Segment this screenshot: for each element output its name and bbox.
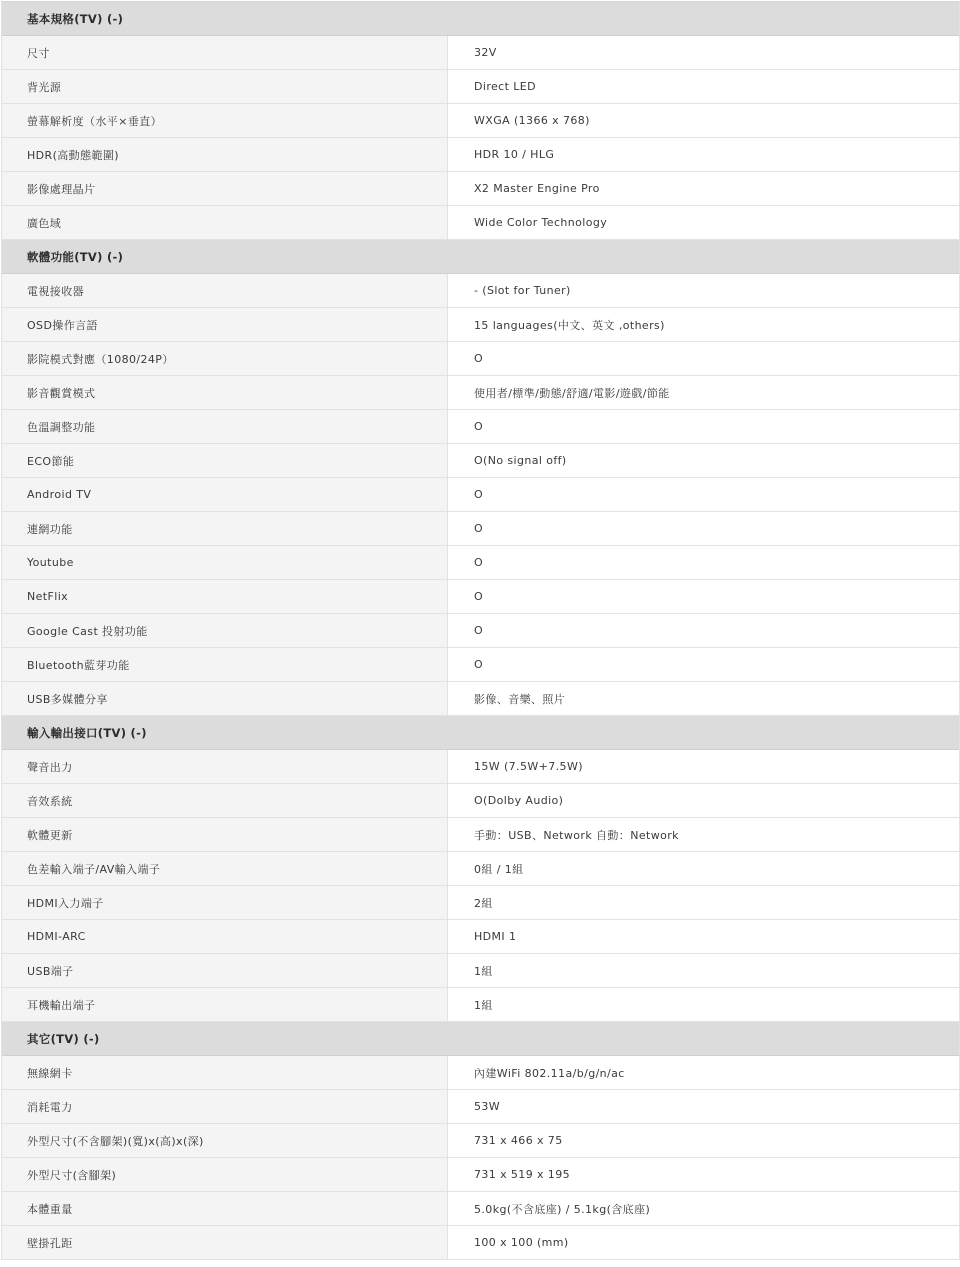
spec-label: 影院模式對應（1080/24P） bbox=[2, 342, 448, 375]
spec-label: Android TV bbox=[2, 478, 448, 511]
spec-row bbox=[2, 138, 959, 172]
spec-value: WXGA (1366 x 768) bbox=[448, 104, 959, 137]
spec-value: 32V bbox=[448, 36, 959, 69]
spec-label: 消耗電力 bbox=[2, 1090, 448, 1123]
spec-label: ECO節能 bbox=[2, 444, 448, 477]
spec-label: HDMI-ARC bbox=[2, 920, 448, 953]
spec-label: 本體重量 bbox=[2, 1192, 448, 1225]
spec-label: 軟體更新 bbox=[2, 818, 448, 851]
spec-row bbox=[2, 172, 959, 206]
spec-row bbox=[2, 512, 959, 546]
spec-label: 色溫調整功能 bbox=[2, 410, 448, 443]
spec-label: HDMI入力端子 bbox=[2, 886, 448, 919]
spec-label: 聲音出力 bbox=[2, 750, 448, 783]
spec-value: 100 x 100 (mm) bbox=[448, 1226, 959, 1259]
spec-label: USB多媒體分享 bbox=[2, 682, 448, 715]
spec-row bbox=[2, 920, 959, 954]
spec-row bbox=[2, 376, 959, 410]
spec-label: 耳機輸出端子 bbox=[2, 988, 448, 1021]
spec-label: 無線網卡 bbox=[2, 1056, 448, 1089]
spec-row bbox=[2, 546, 959, 580]
spec-label: 影音觀賞模式 bbox=[2, 376, 448, 409]
spec-label: HDR(高動態範圍) bbox=[2, 138, 448, 171]
spec-row bbox=[2, 36, 959, 70]
spec-row bbox=[2, 682, 959, 716]
spec-value: O bbox=[448, 648, 959, 681]
spec-label: 連網功能 bbox=[2, 512, 448, 545]
spec-value: O(No signal off) bbox=[448, 444, 959, 477]
spec-row bbox=[2, 478, 959, 512]
section-header: 軟體功能(TV) (-) bbox=[2, 240, 959, 274]
spec-value: O(Dolby Audio) bbox=[448, 784, 959, 817]
spec-value: O bbox=[448, 546, 959, 579]
spec-label: 音效系統 bbox=[2, 784, 448, 817]
section-header: 其它(TV) (-) bbox=[2, 1022, 959, 1056]
spec-row bbox=[2, 206, 959, 240]
spec-row bbox=[2, 852, 959, 886]
spec-row bbox=[2, 104, 959, 138]
section-header: 基本規格(TV) (-) bbox=[2, 2, 959, 36]
spec-value: O bbox=[448, 512, 959, 545]
spec-row bbox=[2, 308, 959, 342]
spec-label: 尺寸 bbox=[2, 36, 448, 69]
spec-value: 1組 bbox=[448, 988, 959, 1021]
spec-value: O bbox=[448, 342, 959, 375]
spec-value: 0組 / 1組 bbox=[448, 852, 959, 885]
spec-label: 影像處理晶片 bbox=[2, 172, 448, 205]
spec-row bbox=[2, 1226, 959, 1260]
spec-label: OSD操作言語 bbox=[2, 308, 448, 341]
spec-row bbox=[2, 1192, 959, 1226]
spec-value: - (Slot for Tuner) bbox=[448, 274, 959, 307]
spec-label: 廣色域 bbox=[2, 206, 448, 239]
spec-value: 1組 bbox=[448, 954, 959, 987]
spec-value: 731 x 466 x 75 bbox=[448, 1124, 959, 1157]
spec-row bbox=[2, 614, 959, 648]
spec-row bbox=[2, 784, 959, 818]
spec-row bbox=[2, 1158, 959, 1192]
spec-value: Wide Color Technology bbox=[448, 206, 959, 239]
spec-label: 螢幕解析度（水平×垂直） bbox=[2, 104, 448, 137]
spec-value: 15W (7.5W+7.5W) bbox=[448, 750, 959, 783]
spec-row bbox=[2, 444, 959, 478]
spec-row bbox=[2, 1056, 959, 1090]
spec-label: Bluetooth藍芽功能 bbox=[2, 648, 448, 681]
spec-label: 壁掛孔距 bbox=[2, 1226, 448, 1259]
spec-row bbox=[2, 1124, 959, 1158]
spec-value: 731 x 519 x 195 bbox=[448, 1158, 959, 1191]
spec-value: O bbox=[448, 580, 959, 613]
spec-row bbox=[2, 1090, 959, 1124]
spec-value: 手動：USB、Network 自動：Network bbox=[448, 818, 959, 851]
spec-label: Google Cast 投射功能 bbox=[2, 614, 448, 647]
spec-value: 使用者/標準/動態/舒適/電影/遊戲/節能 bbox=[448, 376, 959, 409]
spec-table bbox=[1, 1, 960, 1260]
spec-value: 內建WiFi 802.11a/b/g/n/ac bbox=[448, 1056, 959, 1089]
spec-row bbox=[2, 274, 959, 308]
spec-value: O bbox=[448, 478, 959, 511]
section-header: 輸入輸出接口(TV) (-) bbox=[2, 716, 959, 750]
spec-row bbox=[2, 410, 959, 444]
spec-label: NetFlix bbox=[2, 580, 448, 613]
spec-row bbox=[2, 954, 959, 988]
spec-row bbox=[2, 342, 959, 376]
spec-label: 背光源 bbox=[2, 70, 448, 103]
spec-row bbox=[2, 988, 959, 1022]
spec-row bbox=[2, 886, 959, 920]
spec-label: 外型尺寸(含腳架) bbox=[2, 1158, 448, 1191]
spec-row bbox=[2, 648, 959, 682]
spec-label: Youtube bbox=[2, 546, 448, 579]
spec-value: O bbox=[448, 614, 959, 647]
spec-label: 色差輸入端子/AV輸入端子 bbox=[2, 852, 448, 885]
spec-value: 5.0kg(不含底座) / 5.1kg(含底座) bbox=[448, 1192, 959, 1225]
spec-value: X2 Master Engine Pro bbox=[448, 172, 959, 205]
spec-label: 電視接收器 bbox=[2, 274, 448, 307]
spec-value: Direct LED bbox=[448, 70, 959, 103]
spec-value: HDR 10 / HLG bbox=[448, 138, 959, 171]
spec-value: 15 languages(中文、英文 ,others) bbox=[448, 308, 959, 341]
spec-row bbox=[2, 818, 959, 852]
spec-value: 53W bbox=[448, 1090, 959, 1123]
spec-row bbox=[2, 70, 959, 104]
spec-value: 2組 bbox=[448, 886, 959, 919]
spec-row bbox=[2, 580, 959, 614]
spec-label: USB端子 bbox=[2, 954, 448, 987]
spec-value: HDMI 1 bbox=[448, 920, 959, 953]
spec-value: 影像、音樂、照片 bbox=[448, 682, 959, 715]
spec-row bbox=[2, 750, 959, 784]
spec-label: 外型尺寸(不含腳架)(寬)x(高)x(深) bbox=[2, 1124, 448, 1157]
spec-value: O bbox=[448, 410, 959, 443]
